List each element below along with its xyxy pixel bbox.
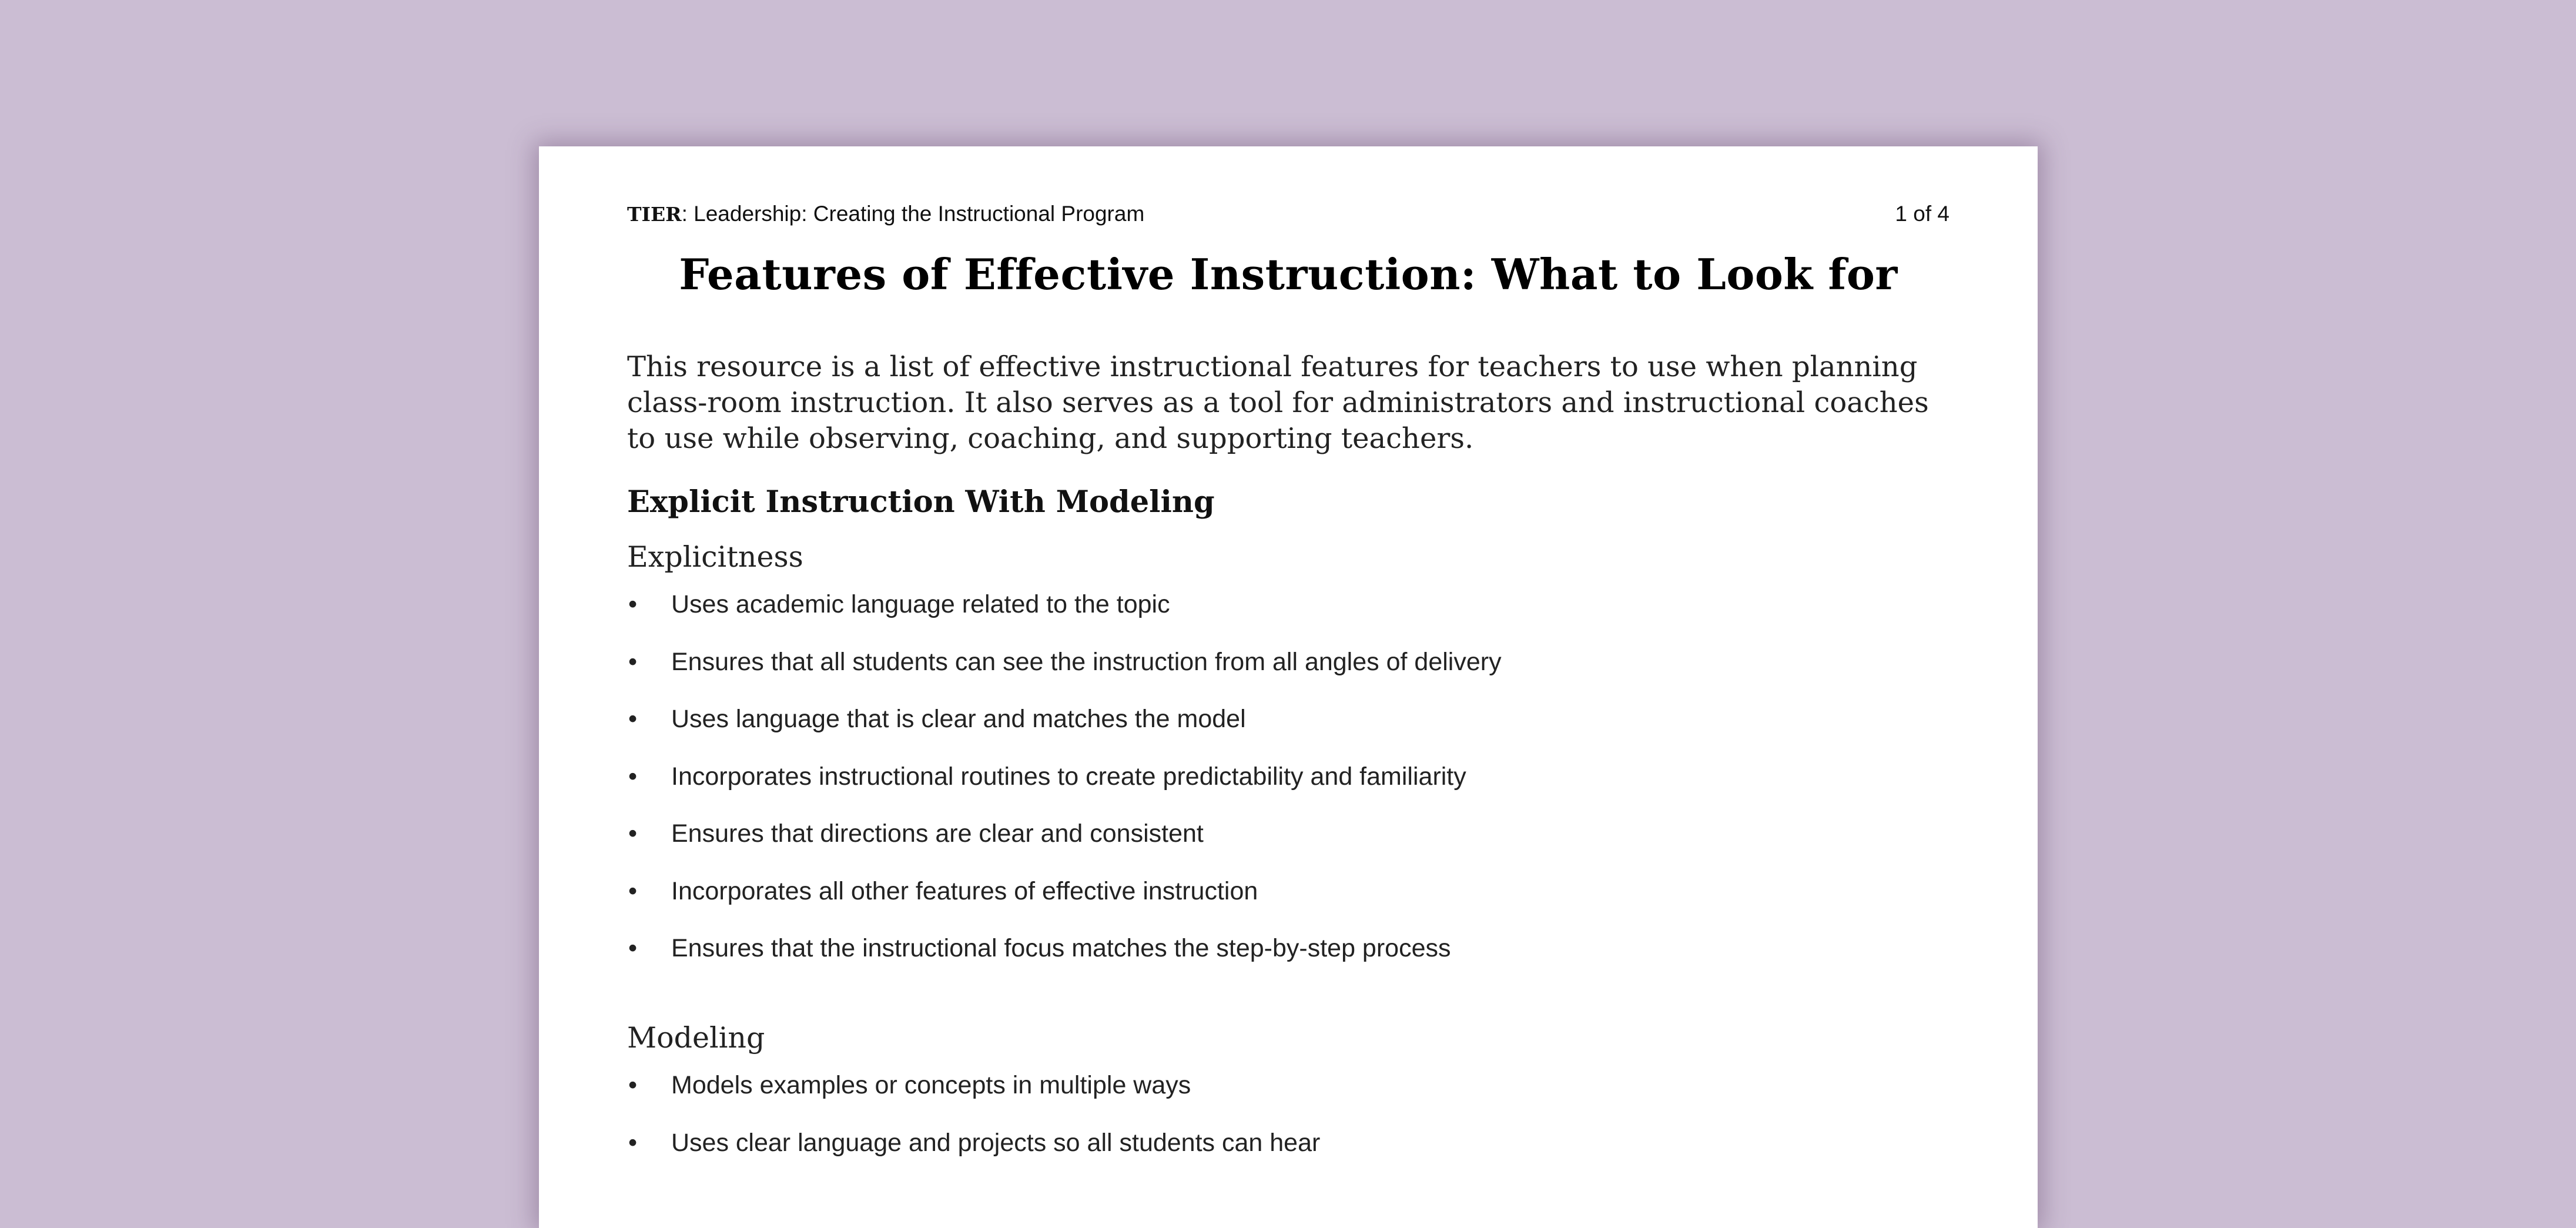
bullet-icon: • bbox=[628, 762, 638, 791]
tier-label: TIER bbox=[627, 203, 682, 226]
subheading-modeling: Modeling bbox=[627, 1021, 765, 1055]
document-page: TIER: Leadership: Creating the Instructional Program 1 of 4 Features of Effective Instruction: What to Look for This resource is a list of effective instructional features for teachers to use when planning class-room instruction. It also serves as a tool for administrators and instructional coaches to use while observing, coaching, and supporting teachers. Explicit Instruction With Modeling Explicitness • Uses academic language related to the topic • Ensures that all students can see the instruction from all angles of delivery • Uses language that is clear and matches the model • Incorporates instructional routines to create predictability and familiarity • Ensures that directions are clear and consistent • Incorporates all other features of effective instruction • Ensures that the instructional focus matches the step-by-step process Modeling • Models examples or concepts in multiple ways • Uses clear language and projects so all students can hear bbox=[539, 146, 2038, 1228]
bullet-icon: • bbox=[628, 934, 638, 962]
bullet-icon: • bbox=[628, 705, 638, 733]
subheading-explicitness: Explicitness bbox=[627, 540, 803, 574]
intro-paragraph: This resource is a list of effective instructional features for teachers to use when planning class-room instruction. It also serves as a tool for administrators and instructional coaches to use while observing, coaching, and supporting teachers. bbox=[627, 350, 1929, 455]
document-title: Features of Effective Instruction: What to Look for bbox=[679, 249, 1898, 299]
bullet-icon: • bbox=[628, 876, 638, 905]
page-number: 1 of 4 bbox=[1895, 202, 1949, 226]
bullet-icon: • bbox=[628, 647, 638, 676]
bullet-icon: • bbox=[628, 819, 638, 848]
section-heading: Explicit Instruction With Modeling bbox=[627, 484, 1215, 520]
page-header bbox=[627, 202, 1949, 231]
bullet-icon: • bbox=[628, 1071, 638, 1099]
tier-text: : Leadership: Creating the Instructional Program bbox=[681, 202, 1145, 226]
bullet-icon: • bbox=[628, 590, 638, 618]
tier-line bbox=[627, 202, 1144, 226]
bullet-icon: • bbox=[628, 1128, 638, 1157]
